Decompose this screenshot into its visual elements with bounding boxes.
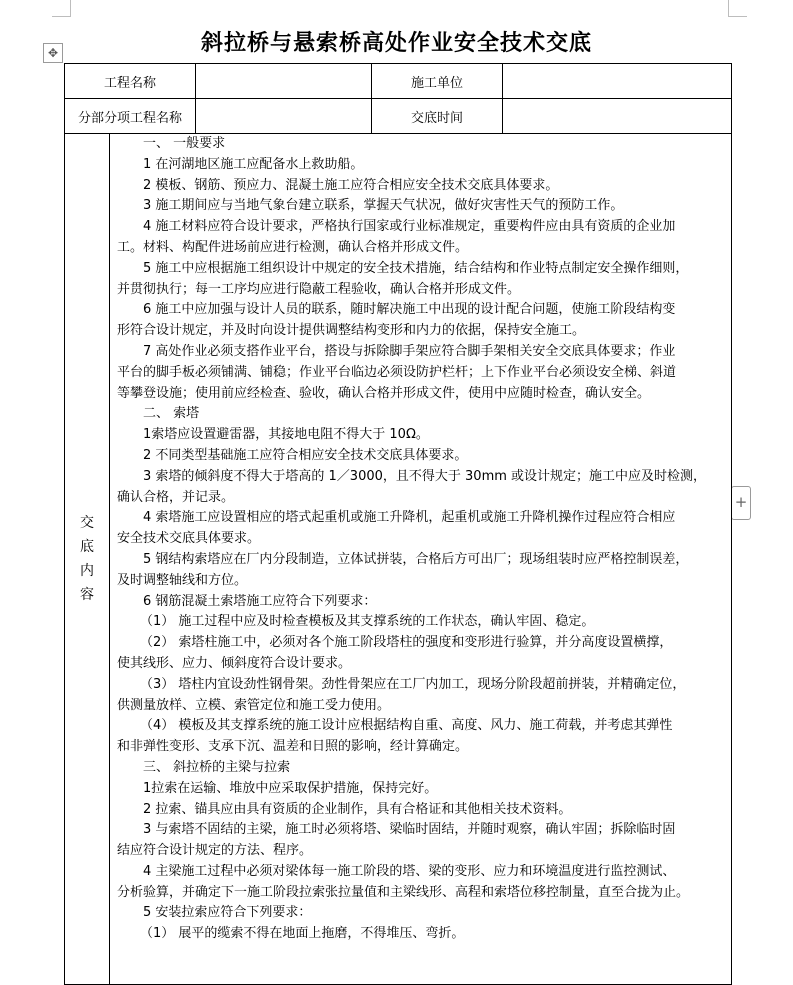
content-line: （2） 索塔柱施工中，必须对各个施工阶段塔柱的强度和变形进行验算，并分高度设置横撑， [140, 635, 673, 651]
project-name-label: 工程名称 [65, 64, 196, 99]
section-heading: 三、 斜拉桥的主梁与拉索 [143, 759, 291, 775]
content-line: 和非弹性变形、支承下沉、温差和日照的影响，经计算确定。 [117, 739, 469, 755]
content-line: 4 主梁施工过程中必须对梁体每一施工阶段的塔、梁的变形、应力和环境温度进行监控测试、 [143, 863, 676, 879]
content-line: 结应符合设计规定的方法、程序。 [117, 843, 313, 859]
content-line: 4 索塔施工应设置相应的塔式起重机或施工升降机，起重机或施工升降机操作过程应符合相应 [143, 510, 676, 526]
project-row [65, 64, 732, 99]
content-line: （1） 施工过程中应及时检查模板及其支撑系统的工作状态，确认牢固、稳定。 [140, 614, 595, 630]
construction-unit-label: 施工单位 [372, 64, 503, 99]
crop-mark-top-right [728, 0, 747, 17]
content-line: 3 与索塔不固结的主梁，施工时必须将塔、梁临时固结，并随时观察，确认牢固；拆除临时固 [143, 822, 676, 838]
handover-time-label: 交底时间 [372, 99, 503, 134]
content-line: 等攀登设施；使用前应经检查、验收，确认合格并形成文件，使用中应随时检查，确认安全。 [117, 385, 651, 401]
crop-mark-top-left [52, 0, 71, 17]
section-heading: 一、 一般要求 [143, 136, 226, 151]
content-line: 5 钢结构索塔应在厂内分段制造，立体试拼装，合格后方可出厂；现场组装时应严格控制误差， [143, 551, 689, 567]
content-line: 平台的脚手板必须铺满、铺稳；作业平台临边必须设防护栏杆；上下作业平台必须设安全梯、斜道 [117, 364, 677, 380]
content-line: 1 在河湖地区施工应配备水上救助船。 [143, 156, 364, 172]
content-line: 2 拉索、锚具应由具有资质的企业制作，具有合格证和其他相关技术资料。 [143, 801, 572, 817]
subproject-row [65, 99, 732, 134]
content-line: 5 安装拉索应符合下列要求： [143, 905, 312, 921]
content-line: 6 钢筋混凝土索塔施工应符合下列要求： [143, 593, 377, 609]
content-line: 工。材料、构配件进场前应进行检测，确认合格并形成文件。 [117, 239, 469, 255]
subproject-label: 分部分项工程名称 [65, 99, 196, 134]
document-title: 斜拉桥与悬索桥高处作业安全技术交底 [200, 30, 592, 56]
content-lines [117, 134, 725, 945]
content-line: 3 施工期间应与当地气象台建立联系，掌握天气状况，做好灾害性天气的预防工作。 [143, 198, 624, 214]
content-line: 1索塔应设置避雷器，其接地电阻不得大于 10Ω。 [143, 427, 429, 443]
content-line: 2 模板、钢筋、预应力、混凝土施工应符合相应安全技术交底具体要求。 [143, 177, 559, 193]
content-line: （4） 模板及其支撑系统的施工设计应根据结构自重、高度、风力、施工荷载，并考虑其弹性 [140, 718, 673, 734]
content-line: 分析验算，并确定下一施工阶段拉索张拉量值和主梁线形、高程和索塔位移控制量，直至合拢为止。 [117, 884, 690, 900]
content-line: 安全技术交底具体要求。 [117, 531, 261, 547]
content-line: 3 索塔的倾斜度不得大于塔高的 1／3000，且不得大于 30mm 或设计规定；施工中应及时检测， [143, 468, 707, 484]
project-name-value[interactable] [196, 64, 372, 99]
add-row-plus-icon[interactable]: + [731, 486, 751, 520]
table-move-handle-icon[interactable]: ✥ [43, 43, 63, 63]
content-line: 7 高处作业必须支搭作业平台，搭设与拆除脚手架应符合脚手架相关安全交底具体要求；作业 [143, 343, 676, 359]
content-line: 及时调整轴线和方位。 [117, 572, 248, 588]
content-line: （3） 塔柱内宜设劲性钢骨架。劲性骨架应在工厂内加工，现场分阶段超前拼装，并精确定位， [140, 676, 686, 692]
subproject-value[interactable] [196, 99, 372, 134]
section-heading: 二、 索塔 [143, 406, 200, 422]
construction-unit-value[interactable] [503, 64, 732, 99]
content-row [65, 134, 732, 985]
content-line: 使其线形、应力、倾斜度符合设计要求。 [117, 655, 352, 671]
content-line: 形符合设计规定，并及时向设计提供调整结构变形和内力的依据，保持安全施工。 [117, 323, 586, 339]
content-line: 4 施工材料应符合设计要求，严格执行国家或行业标准规定，重要构件应由具有资质的企业加 [143, 219, 676, 235]
content-line: 5 施工中应根据施工组织设计中规定的安全技术措施，结合结构和作业特点制定安全操作细则， [143, 260, 689, 276]
handover-table [64, 63, 732, 985]
content-line: 并贯彻执行；每一工序均应进行隐蔽工程验收，确认合格并形成文件。 [117, 281, 521, 297]
content-line: （1） 展平的缆索不得在地面上拖磨，不得堆压、弯折。 [140, 926, 465, 942]
content-line: 6 施工中应加强与设计人员的联系，随时解决施工中出现的设计配合问题，使施工阶段结构变 [143, 302, 676, 318]
content-line: 2 不同类型基础施工应符合相应安全技术交底具体要求。 [143, 447, 468, 463]
content-line: 供测量放样、立模、索管定位和施工受力使用。 [117, 697, 391, 713]
content-side-label: 交底内容 [80, 515, 94, 603]
handover-time-value[interactable] [503, 99, 732, 134]
content-cell[interactable] [110, 134, 732, 985]
content-line: 1拉索在运输、堆放中应采取保护措施，保持完好。 [143, 780, 438, 796]
content-side-cell [65, 134, 110, 985]
content-line: 确认合格，并记录。 [117, 489, 235, 505]
